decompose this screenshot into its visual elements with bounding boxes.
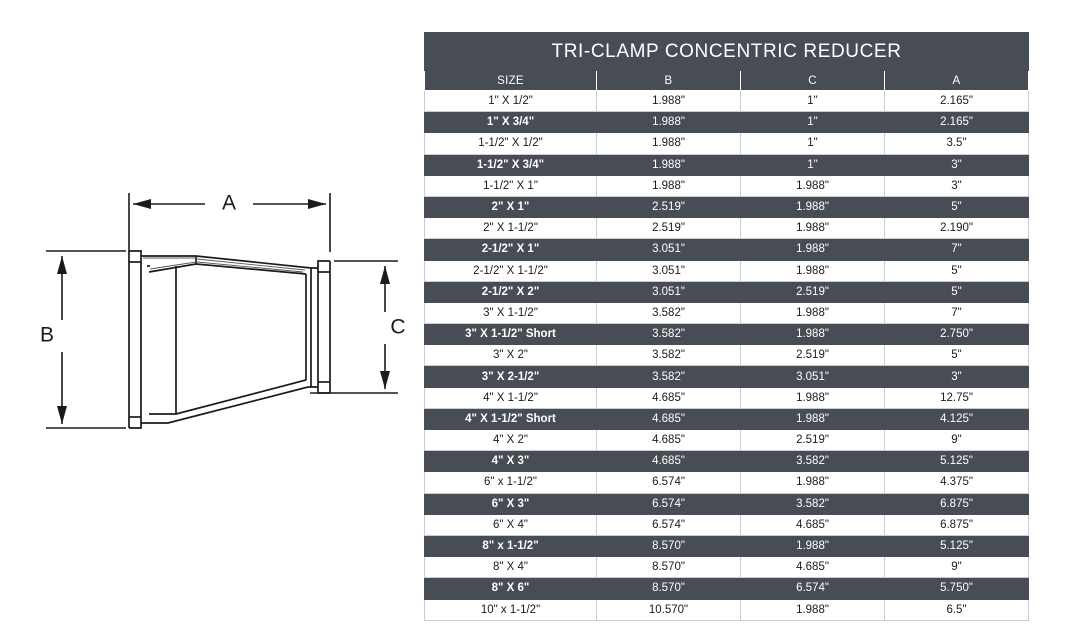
table-row — [425, 514, 1029, 535]
cell-size: 2" X 1" — [425, 196, 597, 217]
cell-c: 1.988" — [741, 175, 885, 196]
cell-size: 2-1/2" X 1" — [425, 239, 597, 260]
cell-c: 1.988" — [741, 196, 885, 217]
cell-b: 1.988" — [597, 154, 741, 175]
cell-c: 1" — [741, 154, 885, 175]
cell-b: 4.685" — [597, 451, 741, 472]
reducer-body-outline — [129, 251, 330, 428]
cell-a: 2.165" — [885, 91, 1029, 112]
cell-c: 1.988" — [741, 535, 885, 556]
cell-size: 8" X 4" — [425, 557, 597, 578]
cell-c: 1.988" — [741, 324, 885, 345]
cell-size: 8" x 1-1/2" — [425, 535, 597, 556]
cell-c: 1.988" — [741, 387, 885, 408]
cell-a: 5.125" — [885, 535, 1029, 556]
table-row — [425, 387, 1029, 408]
large-end-flange — [129, 251, 141, 428]
cell-a: 5" — [885, 281, 1029, 302]
cell-size: 3" X 2" — [425, 345, 597, 366]
cell-a: 5" — [885, 260, 1029, 281]
table-row — [425, 557, 1029, 578]
cell-a: 9" — [885, 430, 1029, 451]
cell-c: 1.988" — [741, 218, 885, 239]
cell-a: 2.165" — [885, 112, 1029, 133]
dim-b-label: B — [39, 323, 55, 347]
cell-a: 3.5" — [885, 133, 1029, 154]
table-row — [425, 196, 1029, 217]
table-row — [425, 599, 1029, 620]
cell-c: 4.685" — [741, 557, 885, 578]
cell-c: 3.051" — [741, 366, 885, 387]
cell-c: 2.519" — [741, 281, 885, 302]
cell-c: 1.988" — [741, 260, 885, 281]
cell-size: 6" x 1-1/2" — [425, 472, 597, 493]
dim-c-arrow-bottom — [380, 371, 390, 389]
cell-c: 3.582" — [741, 451, 885, 472]
table-row — [425, 324, 1029, 345]
small-end-flange — [318, 261, 330, 393]
cell-b: 6.574" — [597, 514, 741, 535]
cell-a: 6.875" — [885, 514, 1029, 535]
cell-c: 1.988" — [741, 599, 885, 620]
cell-size: 10" x 1-1/2" — [425, 599, 597, 620]
table-row — [425, 451, 1029, 472]
cell-a: 5.750" — [885, 578, 1029, 599]
cell-b: 1.988" — [597, 175, 741, 196]
cell-b: 6.574" — [597, 493, 741, 514]
table-header-row — [425, 71, 1029, 91]
dim-b-arrow-bottom — [57, 406, 67, 424]
hatch-4 — [197, 262, 303, 272]
cell-size: 4" X 2" — [425, 430, 597, 451]
cell-a: 2.750" — [885, 324, 1029, 345]
spec-table — [424, 32, 1029, 621]
cell-b: 2.519" — [597, 196, 741, 217]
cell-c: 6.574" — [741, 578, 885, 599]
cell-a: 9" — [885, 557, 1029, 578]
cell-b: 3.582" — [597, 345, 741, 366]
cell-b: 4.685" — [597, 387, 741, 408]
column-header-a: A — [885, 71, 1029, 91]
table-row — [425, 91, 1029, 112]
table-row — [425, 218, 1029, 239]
inner-cone-bottom — [149, 380, 306, 414]
cell-a: 7" — [885, 239, 1029, 260]
cell-size: 3" X 2-1/2" — [425, 366, 597, 387]
cell-size: 2-1/2" X 2" — [425, 281, 597, 302]
dim-c-arrow-top — [380, 266, 390, 284]
spec-table-body — [425, 33, 1029, 621]
column-header-c: C — [741, 71, 885, 91]
cell-b: 4.685" — [597, 408, 741, 429]
table-row — [425, 408, 1029, 429]
cell-b: 4.685" — [597, 430, 741, 451]
cell-a: 4.125" — [885, 408, 1029, 429]
cell-b: 1.988" — [597, 91, 741, 112]
cell-c: 1" — [741, 112, 885, 133]
dim-a-arrow-left — [133, 199, 151, 209]
table-row — [425, 302, 1029, 323]
table-row — [425, 472, 1029, 493]
cell-c: 1.988" — [741, 302, 885, 323]
cell-b: 3.051" — [597, 239, 741, 260]
cell-c: 4.685" — [741, 514, 885, 535]
cell-size: 4" X 3" — [425, 451, 597, 472]
cell-a: 7" — [885, 302, 1029, 323]
cell-size: 6" X 4" — [425, 514, 597, 535]
cell-a: 5.125" — [885, 451, 1029, 472]
table-row — [425, 366, 1029, 387]
spec-table-wrap — [424, 32, 1028, 621]
cell-c: 2.519" — [741, 430, 885, 451]
cell-a: 4.375" — [885, 472, 1029, 493]
cell-c: 1" — [741, 133, 885, 154]
table-row — [425, 578, 1029, 599]
cell-b: 8.570" — [597, 578, 741, 599]
dim-a-arrow-right — [308, 199, 326, 209]
table-row — [425, 154, 1029, 175]
column-header-b: B — [597, 71, 741, 91]
table-row — [425, 133, 1029, 154]
cell-c: 2.519" — [741, 345, 885, 366]
cell-size: 2" X 1-1/2" — [425, 218, 597, 239]
cell-b: 3.582" — [597, 302, 741, 323]
table-title: TRI-CLAMP CONCENTRIC REDUCER — [425, 33, 1029, 71]
cell-c: 3.582" — [741, 493, 885, 514]
cell-a: 3" — [885, 154, 1029, 175]
table-row — [425, 175, 1029, 196]
reducer-drawing-panel — [0, 0, 420, 643]
cell-size: 2-1/2" X 1-1/2" — [425, 260, 597, 281]
table-row — [425, 281, 1029, 302]
cell-c: 1.988" — [741, 408, 885, 429]
cell-size: 1-1/2" X 3/4" — [425, 154, 597, 175]
cell-a: 5" — [885, 345, 1029, 366]
cell-size: 3" X 1-1/2" — [425, 302, 597, 323]
cell-a: 3" — [885, 175, 1029, 196]
cell-size: 1-1/2" X 1" — [425, 175, 597, 196]
cell-b: 1.988" — [597, 112, 741, 133]
cell-c: 1.988" — [741, 239, 885, 260]
dim-a-label: A — [221, 191, 237, 215]
cell-b: 2.519" — [597, 218, 741, 239]
cell-b: 3.582" — [597, 324, 741, 345]
cell-b: 8.570" — [597, 557, 741, 578]
cell-b: 8.570" — [597, 535, 741, 556]
table-row — [425, 239, 1029, 260]
outer-profile-bottom — [141, 387, 318, 423]
cell-a: 2.190" — [885, 218, 1029, 239]
cell-a: 12.75" — [885, 387, 1029, 408]
cell-size: 3" X 1-1/2" Short — [425, 324, 597, 345]
cell-c: 1" — [741, 91, 885, 112]
table-row — [425, 112, 1029, 133]
cell-a: 5" — [885, 196, 1029, 217]
table-row — [425, 430, 1029, 451]
cell-b: 3.051" — [597, 260, 741, 281]
cell-size: 4" X 1-1/2" Short — [425, 408, 597, 429]
cell-c: 1.988" — [741, 472, 885, 493]
table-row — [425, 345, 1029, 366]
dim-c-label: C — [390, 315, 406, 339]
cell-b: 1.988" — [597, 133, 741, 154]
cell-size: 4" X 1-1/2" — [425, 387, 597, 408]
table-row — [425, 260, 1029, 281]
cell-b: 3.051" — [597, 281, 741, 302]
cell-size: 1-1/2" X 1/2" — [425, 133, 597, 154]
cell-size: 1" X 3/4" — [425, 112, 597, 133]
cell-a: 6.875" — [885, 493, 1029, 514]
table-title-row — [425, 33, 1029, 71]
dim-b-arrow-top — [57, 256, 67, 274]
cell-b: 6.574" — [597, 472, 741, 493]
cell-b: 3.582" — [597, 366, 741, 387]
table-row — [425, 535, 1029, 556]
cell-size: 8" X 6" — [425, 578, 597, 599]
cell-b: 10.570" — [597, 599, 741, 620]
reducer-drawing-svg — [0, 0, 420, 643]
cell-size: 1" X 1/2" — [425, 91, 597, 112]
cell-a: 3" — [885, 366, 1029, 387]
cell-size: 6" X 3" — [425, 493, 597, 514]
cell-a: 6.5" — [885, 599, 1029, 620]
column-header-size: SIZE — [425, 71, 597, 91]
table-row — [425, 493, 1029, 514]
